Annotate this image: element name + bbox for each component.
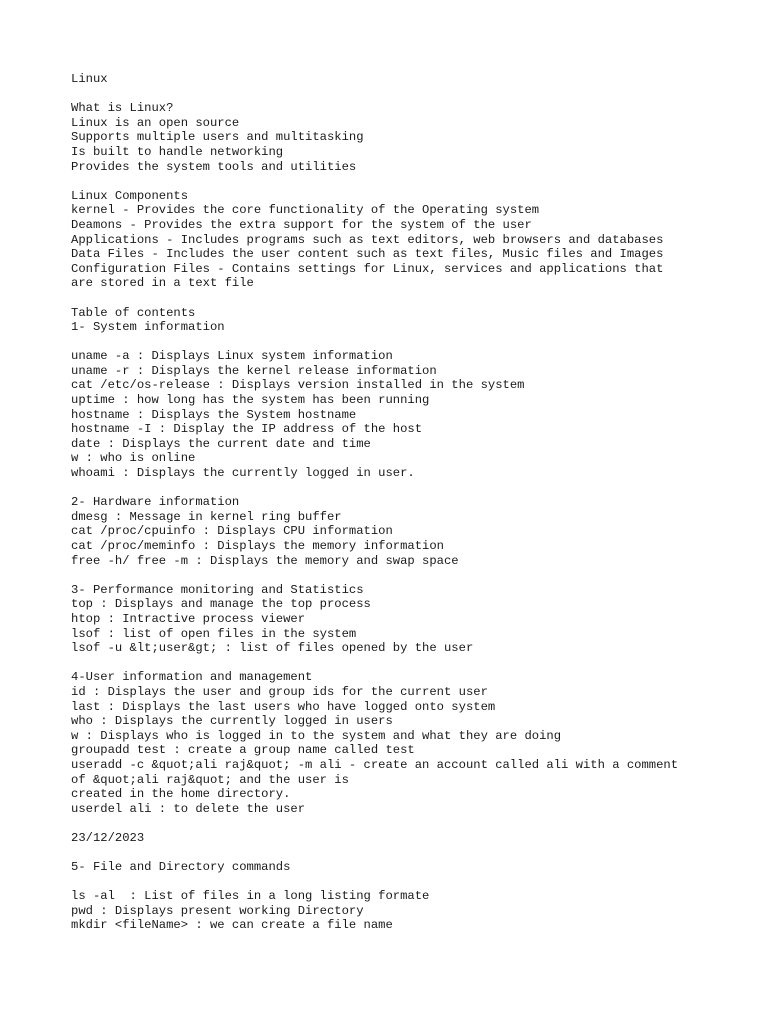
text-line: Configuration Files - Contains settings for Linux, services and applications that — [71, 261, 664, 276]
text-line: uname -r : Displays the kernel release information — [71, 363, 437, 378]
blank-line — [71, 174, 751, 189]
text-line: ls -al : List of files in a long listing formate — [71, 889, 430, 904]
text-line: 2- Hardware information — [71, 495, 240, 510]
text-line: 1- System information — [71, 320, 225, 335]
text-line: date : Displays the current date and time — [71, 436, 371, 451]
text-line: Provides the system tools and utilities — [71, 159, 357, 174]
text-line: hostname : Displays the System hostname — [71, 407, 357, 422]
text-line: uptime : how long has the system has been running — [71, 393, 430, 408]
text-line: whoami : Displays the currently logged in user. — [71, 466, 415, 481]
text-line: uname -a : Displays Linux system information — [71, 349, 393, 364]
blank-line — [71, 481, 751, 496]
text-line: What is Linux? — [71, 101, 174, 116]
text-line: Table of contents — [71, 305, 196, 320]
text-line: Is built to handle networking — [71, 144, 284, 159]
text-line: last : Displays the last users who have logged onto system — [71, 699, 496, 714]
blank-line — [71, 568, 751, 583]
text-line: w : who is online — [71, 451, 196, 466]
text-line: hostname -I : Display the IP address of the host — [71, 422, 423, 437]
text-line: Linux Components — [71, 188, 189, 203]
text-line: top : Displays and manage the top process — [71, 597, 371, 612]
text-line: pwd : Displays present working Directory — [71, 903, 364, 918]
blank-line — [71, 845, 751, 860]
text-line: Deamons - Provides the extra support for the system of the user — [71, 217, 532, 232]
blank-line — [71, 656, 751, 671]
text-line: id : Displays the user and group ids for the current user — [71, 684, 488, 699]
text-line: cat /proc/meminfo : Displays the memory information — [71, 539, 444, 553]
text-line: are stored in a text file — [71, 276, 254, 291]
text-line: lsof : list of open files in the system — [71, 626, 357, 641]
text-line: htop : Intractive process viewer — [71, 611, 306, 626]
text-line: Supports multiple users and multitasking — [71, 130, 364, 145]
text-line: cat /proc/cpuinfo : Displays CPU information — [71, 524, 393, 539]
text-line: created in the home directory. — [71, 787, 291, 802]
text-line: 5- File and Directory commands — [71, 860, 291, 875]
blank-line — [71, 291, 751, 306]
text-line: w : Displays who is logged in to the system and what they are doing — [71, 728, 562, 743]
text-line: groupadd test : create a group name called test — [71, 743, 415, 758]
text-line: of &quot;ali raj&quot; and the user is — [71, 772, 349, 787]
text-line: 4-User information and management — [71, 670, 313, 685]
text-line: Data Files - Includes the user content such as text files, Music files and Images — [71, 247, 664, 262]
text-line: kernel - Provides the core functionality of the Operating system — [71, 203, 540, 218]
blank-line — [71, 335, 751, 350]
text-line: Applications - Includes programs such as text editors, web browsers and databases — [71, 232, 664, 247]
text-line: Linux — [71, 72, 108, 86]
text-line: userdel ali : to delete the user — [71, 801, 306, 816]
text-line: lsof -u &lt;user&gt; : list of files opened by the user — [71, 641, 474, 656]
blank-line — [71, 87, 751, 102]
text-line: 3- Performance monitoring and Statistics — [71, 582, 364, 597]
text-line: mkdir <fileName> : we can create a file name — [71, 918, 393, 933]
blank-line — [71, 816, 751, 831]
text-line: cat /etc/os-release : Displays version installed in the system — [71, 378, 525, 393]
blank-line — [71, 875, 751, 890]
text-line: 23/12/2023 — [71, 830, 145, 845]
text-line: useradd -c &quot;ali raj&quot; -m ali - create an account called ali with a comment — [71, 757, 679, 772]
text-line: who : Displays the currently logged in users — [71, 714, 393, 729]
text-line: dmesg : Message in kernel ring buffer — [71, 509, 342, 524]
text-line: free -h/ free -m : Displays the memory and swap space — [71, 553, 459, 568]
text-line: Linux is an open source — [71, 115, 240, 130]
document-page — [71, 72, 751, 933]
